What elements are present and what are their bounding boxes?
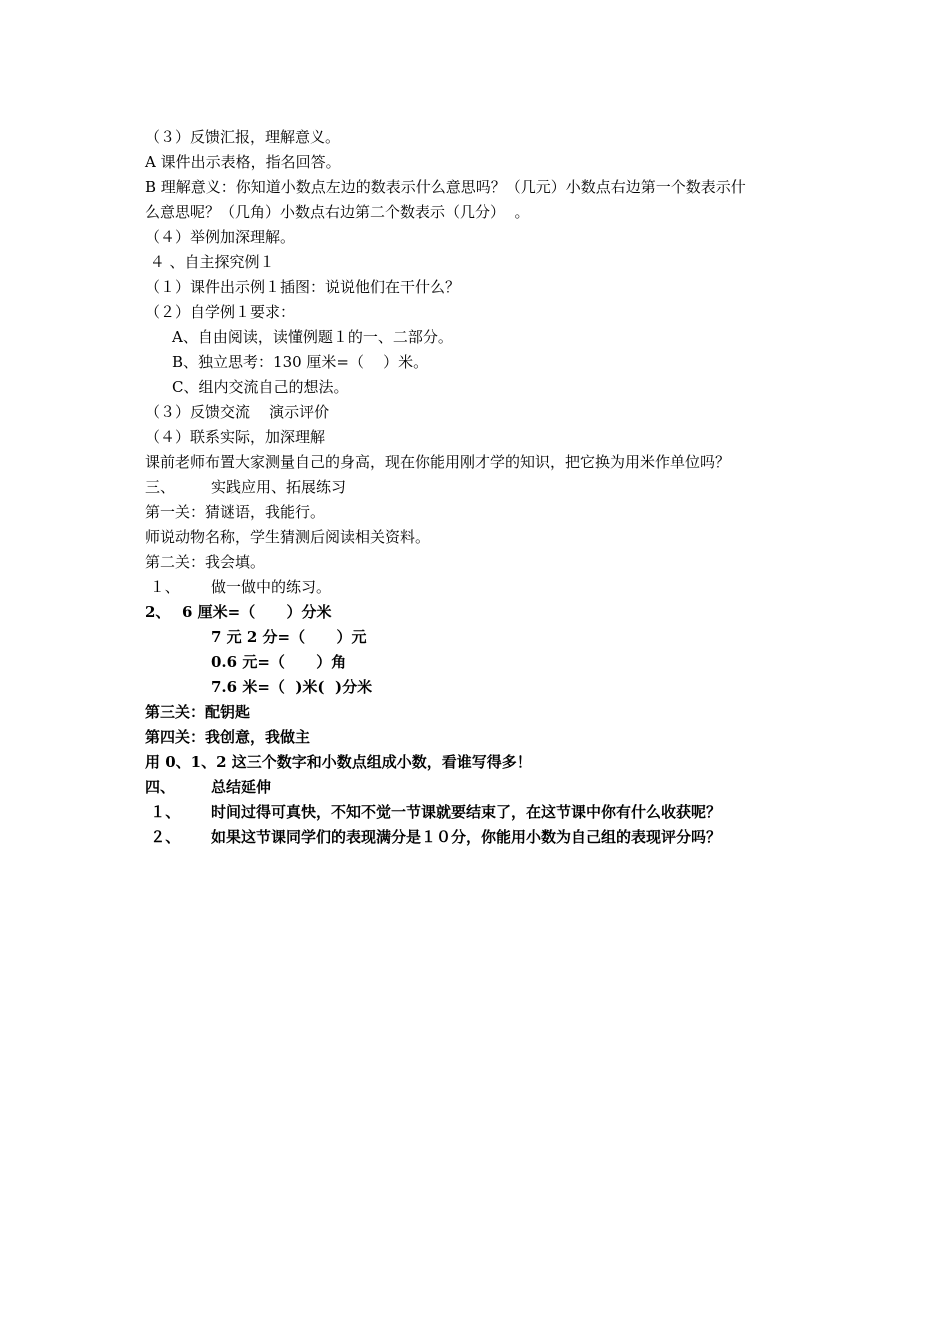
section-number: 三、 (145, 478, 176, 496)
text-line: 师说动物名称，学生猜测后阅读相关资料。 (145, 528, 431, 546)
item-text: 时间过得可真快，不知不觉一节课就要结束了，在这节课中你有什么收获呢？ (211, 803, 722, 821)
text-line: （２）自学例１要求： (145, 303, 296, 321)
text-line: 第四关：我创意，我做主 (145, 728, 311, 746)
exercise-line: 7.6 米=（ )米( )分米 (211, 678, 373, 696)
item-text: 做一做中的练习。 (211, 578, 332, 596)
section-number: 四、 (145, 778, 176, 796)
text-line: （１）课件出示例１插图：说说他们在干什么？ (145, 278, 461, 296)
item-text: 如果这节课同学们的表现满分是１０分，你能用小数为自己组的表现评分吗？ (211, 828, 722, 846)
exercise-line: 0.6 元=（ ）角 (211, 653, 347, 671)
text-line: （４）联系实际，加深理解 (145, 428, 326, 446)
text-line: ４ 、自主探究例１ (145, 253, 275, 271)
text-line: B、独立思考：130 厘米=（ ）米。 (172, 353, 429, 371)
text-line: 么意思呢？（几角）小数点右边第二个数表示（几分） 。 (145, 203, 530, 221)
text-line: （４）举例加深理解。 (145, 228, 296, 246)
text-line: 第一关：猜谜语，我能行。 (145, 503, 326, 521)
text-line: （３）反馈汇报，理解意义。 (145, 128, 341, 146)
text-line: C、组内交流自己的想法。 (172, 378, 349, 396)
section-heading: 总结延伸 (211, 778, 272, 796)
item-number: ２、 (145, 828, 181, 846)
text-line: 课前老师布置大家测量自己的身高，现在你能用刚才学的知识，把它换为用米作单位吗？ (145, 453, 731, 471)
item-number: 2、 (145, 603, 171, 621)
text-line: A 课件出示表格，指名回答。 (145, 153, 341, 171)
item-number: １、 (145, 803, 181, 821)
text-line: 第二关：我会填。 (145, 553, 266, 571)
text-line: B 理解意义：你知道小数点左边的数表示什么意思吗？（几元）小数点右边第一个数表示什 (145, 178, 746, 196)
text-line: （３）反馈交流 演示评价 (145, 403, 330, 421)
exercise-line: 6 厘米=（ ）分米 (182, 603, 332, 621)
text-line: 用 0、1、2 这三个数字和小数点组成小数，看谁写得多！ (145, 753, 532, 771)
item-number: １、 (145, 578, 180, 596)
text-line: 第三关：配钥匙 (145, 703, 251, 721)
text-line: A、自由阅读，读懂例题１的一、二部分。 (172, 328, 453, 346)
exercise-line: 7 元 2 分=（ ）元 (211, 628, 367, 646)
section-heading: 实践应用、拓展练习 (211, 478, 347, 496)
